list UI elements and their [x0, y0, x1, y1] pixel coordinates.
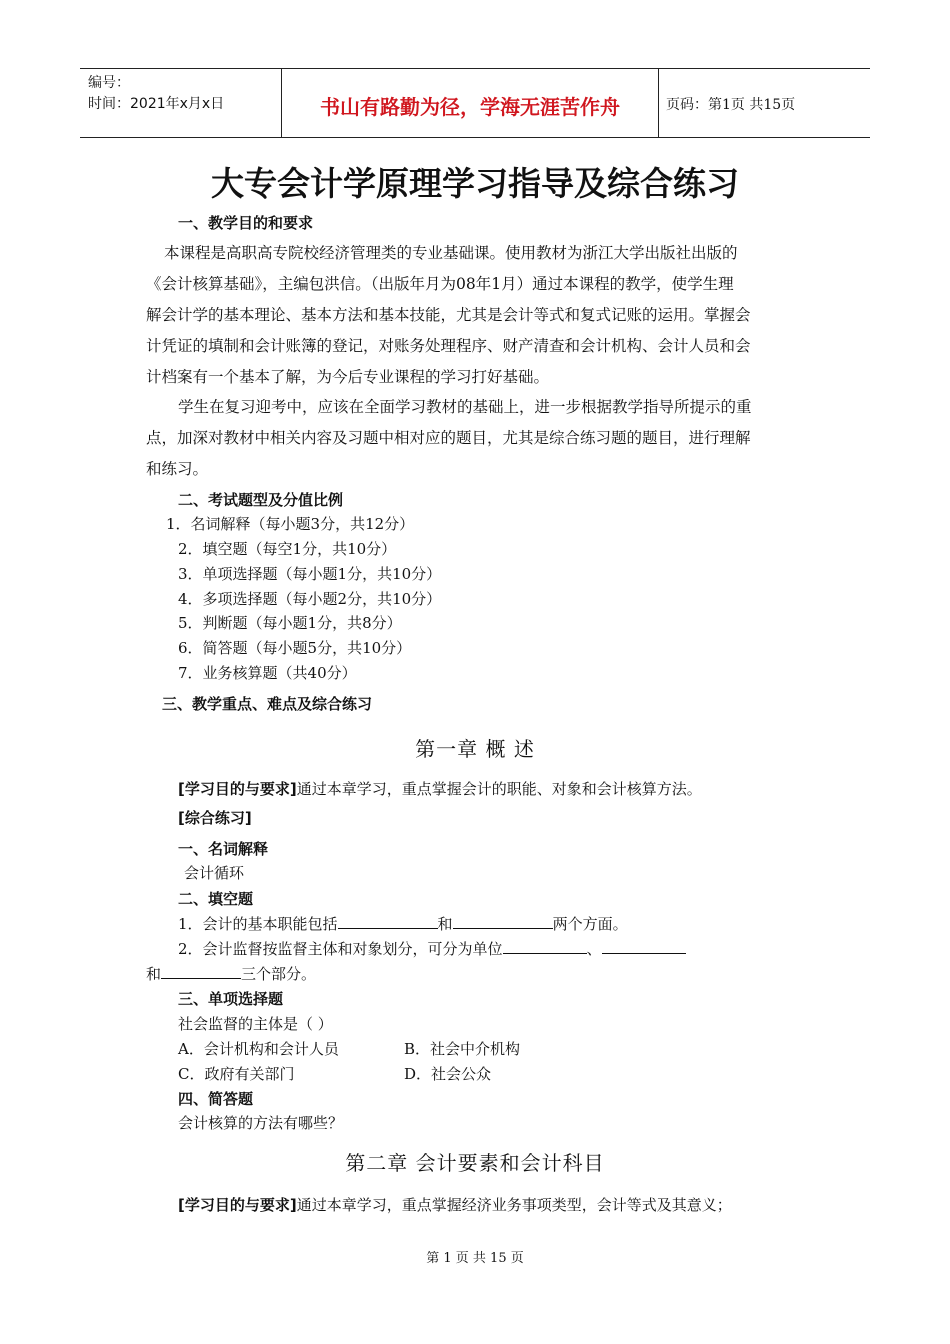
q2-item1-text-c: 两个方面。 — [552, 915, 628, 933]
q2-item1-text-b: 和 — [437, 915, 453, 933]
chapter1-goal-text: 通过本章学习，重点掌握会计的职能、对象和会计核算方法。 — [296, 780, 702, 798]
chapter2-goal-text: 通过本章学习，重点掌握经济业务事项类型，会计等式及其意义； — [296, 1196, 732, 1214]
q3-option-d: D．社会公众 — [404, 1065, 492, 1083]
q2-item2-blank-3[interactable] — [161, 964, 241, 979]
exam-item-4: 4．多项选择题（每小题2分，共10分） — [178, 590, 442, 608]
section2-heading: 二、考试题型及分值比例 — [178, 491, 344, 509]
q2-item1 — [178, 913, 628, 934]
chapter1-goal-label: [学习目的与要求] — [178, 780, 297, 798]
section1-para1-line1: 本课程是高职高专院校经济管理类的专业基础课。使用教材为浙江大学出版社出版的 — [164, 244, 738, 262]
q2-item2 — [178, 938, 686, 959]
header-table — [80, 68, 870, 138]
chapter1-practice-label: [综合练习] — [178, 809, 252, 827]
q3-stem: 社会监督的主体是（ ） — [178, 1015, 333, 1033]
q2-item1-blank-2[interactable] — [453, 914, 553, 929]
section1-para2-line1: 学生在复习迎考中，应该在全面学习教材的基础上，进一步根据教学指导所提示的重 — [178, 398, 752, 416]
exam-item-6: 6．简答题（每小题5分，共10分） — [178, 639, 412, 657]
section3-heading: 三、教学重点、难点及综合练习 — [162, 695, 373, 713]
header-date: 时间：2021年x月x日 — [88, 96, 225, 112]
section1-heading: 一、教学目的和要求 — [178, 214, 314, 232]
q2-item2-blank-2[interactable] — [602, 939, 686, 954]
chapter1-title: 第一章 概 述 — [415, 737, 535, 761]
q2-heading: 二、填空题 — [178, 890, 254, 908]
page-footer: 第 1 页 共 15 页 — [426, 1251, 524, 1266]
chapter2-goal — [178, 1194, 732, 1215]
q4-heading: 四、简答题 — [178, 1090, 254, 1108]
q2-item2-text-c: 和 — [146, 965, 162, 983]
chapter2-goal-label: [学习目的与要求] — [178, 1196, 297, 1214]
section1-para1-line3: 解会计学的基本理论、基本方法和基本技能，尤其是会计等式和复式记账的运用。掌握会 — [146, 306, 751, 324]
section1-para1-line4: 计凭证的填制和会计账簿的登记，对账务处理程序、财产清查和会计机构、会计人员和会 — [146, 337, 751, 355]
exam-item-1: 1．名词解释（每小题3分，共12分） — [166, 515, 415, 533]
q3-option-b: B．社会中介机构 — [404, 1040, 521, 1058]
q2-item2-blank-1[interactable] — [503, 939, 587, 954]
q2-item2-cont — [146, 963, 316, 984]
header-page-info: 页码：第1页 共15页 — [666, 97, 796, 113]
q2-item2-text-a: 2．会计监督按监督主体和对象划分，可分为单位 — [178, 940, 503, 958]
q1-term: 会计循环 — [184, 864, 245, 882]
q1-heading: 一、名词解释 — [178, 840, 269, 858]
q4-question: 会计核算的方法有哪些？ — [178, 1114, 344, 1132]
section1-para2-line3: 和练习。 — [146, 460, 209, 478]
exam-item-5: 5．判断题（每小题1分，共8分） — [178, 614, 402, 632]
q2-item1-text-a: 1．会计的基本职能包括 — [178, 915, 338, 933]
header-left-cell — [88, 73, 224, 115]
section1-para1-line2: 《会计核算基础》，主编包洪信。（出版年月为08年1月）通过本课程的教学，使学生理 — [146, 275, 734, 293]
exam-item-3: 3．单项选择题（每小题1分，共10分） — [178, 565, 442, 583]
q3-option-a: A．会计机构和会计人员 — [178, 1040, 339, 1058]
page-title: 大专会计学原理学习指导及综合练习 — [211, 164, 739, 203]
header-number-label: 编号： — [88, 75, 130, 91]
q2-item2-text-b: 、 — [586, 940, 602, 958]
header-motto: 书山有路勤为径，学海无涯苦作舟 — [320, 95, 620, 119]
exam-item-2: 2．填空题（每空1分，共10分） — [178, 540, 397, 558]
exam-item-7: 7．业务核算题（共40分） — [178, 664, 357, 682]
q3-option-c: C．政府有关部门 — [178, 1065, 295, 1083]
q2-item2-text-d: 三个部分。 — [241, 965, 317, 983]
chapter2-title: 第二章 会计要素和会计科目 — [345, 1151, 605, 1175]
header-divider-2 — [658, 69, 659, 137]
q3-heading: 三、单项选择题 — [178, 990, 284, 1008]
section1-para1-line5: 计档案有一个基本了解，为今后专业课程的学习打好基础。 — [146, 368, 550, 386]
q2-item1-blank-1[interactable] — [338, 914, 438, 929]
chapter1-goal — [178, 778, 702, 799]
section1-para2-line2: 点，加深对教材中相关内容及习题中相对应的题目，尤其是综合练习题的题目，进行理解 — [146, 429, 751, 447]
